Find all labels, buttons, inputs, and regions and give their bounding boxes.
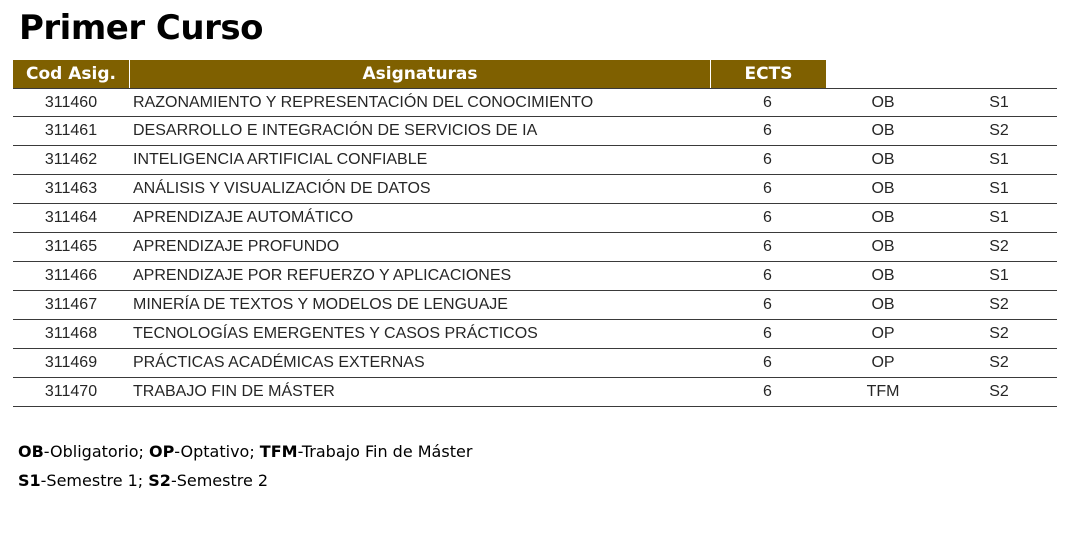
legend-abbr-s1: S1	[18, 471, 41, 490]
course-type: OB	[871, 122, 895, 139]
legend-abbr-ob: OB	[18, 442, 44, 461]
page-title: Primer Curso	[19, 8, 263, 48]
course-type: OB	[871, 296, 895, 313]
course-semester: S1	[989, 209, 1009, 226]
course-type: OB	[871, 238, 895, 255]
table-row	[13, 175, 1057, 204]
course-code: 311465	[44, 238, 98, 255]
course-name: RAZONAMIENTO Y REPRESENTACIÓN DEL CONOCIMIENTO	[133, 94, 594, 111]
column-header-ects: ECTS	[711, 60, 826, 88]
course-ects: 6	[763, 296, 772, 313]
table-row	[13, 378, 1057, 407]
course-semester: S2	[989, 296, 1009, 313]
course-type: OB	[871, 151, 895, 168]
course-name: APRENDIZAJE PROFUNDO	[133, 238, 340, 255]
course-name: APRENDIZAJE AUTOMÁTICO	[133, 209, 354, 226]
legend-text-s2: -Semestre 2	[170, 471, 269, 490]
course-type: TFM	[866, 383, 900, 400]
course-ects: 6	[763, 354, 772, 371]
course-name: TECNOLOGÍAS EMERGENTES Y CASOS PRÁCTICOS	[133, 325, 538, 342]
legend-abbr-tfm: TFM	[259, 442, 298, 461]
course-ects: 6	[763, 383, 772, 400]
column-header-code: Cod Asig.	[13, 60, 129, 88]
course-semester: S2	[989, 122, 1009, 139]
course-name: PRÁCTICAS ACADÉMICAS EXTERNAS	[133, 354, 425, 371]
course-type: OP	[871, 325, 895, 342]
course-code: 311463	[44, 180, 98, 197]
table-row	[13, 117, 1057, 146]
course-semester: S1	[989, 94, 1009, 111]
course-name: APRENDIZAJE POR REFUERZO Y APLICACIONES	[133, 267, 512, 284]
course-semester: S2	[989, 354, 1009, 371]
course-semester: S1	[989, 180, 1009, 197]
course-code: 311469	[44, 354, 98, 371]
legend-abbr-s2: S2	[148, 471, 171, 490]
course-semester: S2	[989, 238, 1009, 255]
table-row	[13, 262, 1057, 291]
legend-text-s1: -Semestre 1;	[40, 471, 149, 490]
legend-text-op: -Optativo;	[174, 442, 260, 461]
course-ects: 6	[763, 122, 772, 139]
table-row	[13, 291, 1057, 320]
course-name: TRABAJO FIN DE MÁSTER	[133, 383, 335, 400]
table-row	[13, 233, 1057, 262]
table-row	[13, 146, 1057, 175]
table-row	[13, 204, 1057, 233]
course-code: 311460	[44, 94, 98, 111]
course-ects: 6	[763, 325, 772, 342]
course-type: OB	[871, 180, 895, 197]
course-code: 311468	[44, 325, 98, 342]
table-header	[13, 60, 826, 88]
course-ects: 6	[763, 180, 772, 197]
course-ects: 6	[763, 238, 772, 255]
table-row	[13, 320, 1057, 349]
legend-text-tfm: -Trabajo Fin de Máster	[297, 442, 473, 461]
course-semester: S2	[989, 383, 1009, 400]
legend-text-ob: -Obligatorio;	[43, 442, 149, 461]
course-type: OP	[871, 354, 895, 371]
course-ects: 6	[763, 94, 772, 111]
course-code: 311467	[44, 296, 98, 313]
course-ects: 6	[763, 209, 772, 226]
column-header-name: Asignaturas	[130, 60, 710, 88]
course-code: 311466	[44, 267, 98, 284]
course-name: DESARROLLO E INTEGRACIÓN DE SERVICIOS DE IA	[133, 122, 538, 139]
course-semester: S2	[989, 325, 1009, 342]
legend-semesters	[18, 471, 268, 490]
course-type: OB	[871, 209, 895, 226]
course-table	[13, 88, 1057, 407]
course-name: ANÁLISIS Y VISUALIZACIÓN DE DATOS	[133, 180, 431, 197]
course-type: OB	[871, 94, 895, 111]
course-code: 311461	[44, 122, 98, 139]
table-row	[13, 349, 1057, 378]
course-code: 311462	[44, 151, 98, 168]
legend-abbr-op: OP	[148, 442, 175, 461]
legend-course-types	[18, 442, 472, 461]
course-ects: 6	[763, 267, 772, 284]
course-ects: 6	[763, 151, 772, 168]
course-code: 311464	[44, 209, 98, 226]
course-name: MINERÍA DE TEXTOS Y MODELOS DE LENGUAJE	[133, 296, 508, 313]
course-semester: S1	[989, 151, 1009, 168]
course-code: 311470	[44, 383, 98, 400]
course-name: INTELIGENCIA ARTIFICIAL CONFIABLE	[133, 151, 428, 168]
course-type: OB	[871, 267, 895, 284]
course-semester: S1	[989, 267, 1009, 284]
table-row	[13, 88, 1057, 117]
